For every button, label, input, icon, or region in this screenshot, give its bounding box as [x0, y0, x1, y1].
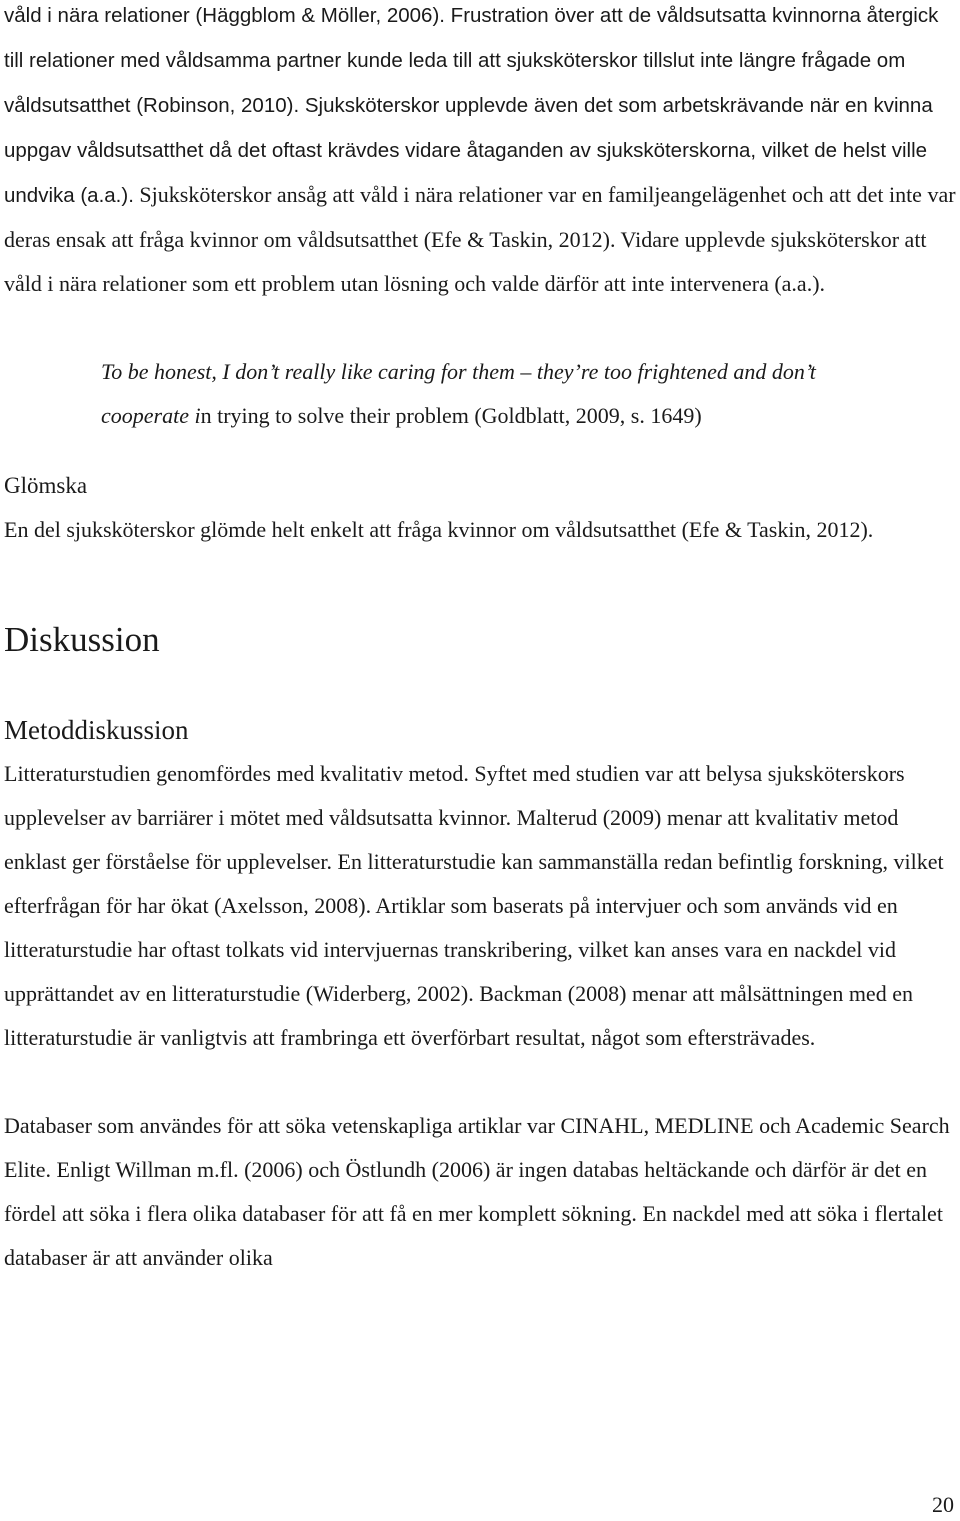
page-number: 20 — [932, 1492, 954, 1517]
block-quote-italic: To be honest, I don’t really like caring for them – they’re too frightened and don’t cooperate i — [101, 359, 816, 428]
paragraph-barriers-part2: Sjuksköterskor ansåg att våld i nära relationer var en familjeangelägenhet och att det inte var deras ensak att fråga kvinnor om våldsutsatthet (Efe & Taskin, 2012). Vidare upplevde sjuksköterskor att våld i nära relationer som ett problem utan lösning och valde därför att inte intervenera (a.a.). — [4, 182, 956, 296]
block-quote — [4, 350, 956, 438]
paragraph-barriers — [4, 0, 956, 306]
paragraph-metod-1: Litteraturstudien genomfördes med kvalitativ metod. Syftet med studien var att belysa sjuksköterskors upplevelser av barriärer i mötet med våldsutsatta kvinnor. Malterud (2009) menar att kvalitativ metod enklast ger förståelse för upplevelser. En litteraturstudie kan sammanställa redan befintlig forskning, vilket efterfrågan för har ökat (Axelsson, 2008). Artiklar som baserats på intervjuer och som används vid en litteraturstudie har oftast tolkats vid intervjuernas transkribering, vilket kan anses vara en nackdel vid upprättandet av en litteraturstudie (Widerberg, 2002). Backman (2008) menar att målsättningen med en litteraturstudie är vanligtvis att frambringa ett överförbart resultat, något som eftersträvades. — [4, 761, 944, 1050]
heading-metoddiskussion: Metoddiskussion — [4, 715, 189, 745]
paragraph-metod-2: Databaser som användes för att söka vetenskapliga artiklar var CINAHL, MEDLINE och Academic Search Elite. Enligt Willman m.fl. (2006) och Östlundh (2006) är ingen databas heltäckande och därför är det en fördel att söka i flera olika databaser för att få en mer komplett sökning. En nackdel med att söka i flertalet databaser är att använder olika — [4, 1113, 950, 1270]
block-quote-normal: n trying to solve their problem (Goldblatt, 2009, s. 1649) — [200, 403, 702, 428]
heading-diskussion: Diskussion — [4, 620, 160, 659]
document-page — [4, 0, 956, 1280]
paragraph-barriers-part1: våld i nära relationer (Häggblom & Möller, 2006). Frustration över att de våldsutsatta kvinnorna återgick till relationer med våldsamma partner kunde leda till att sjuksköterskor tillslut inte längre frågade om våldsutsatthet (Robinson, 2010). Sjuksköterskor upplevde även det som arbetskrävande när en kvinna uppgav våldsutsatthet då det oftast krävdes vidare åtaganden av sjuksköterskorna, vilket de helst ville undvika (a.a.). — [4, 4, 939, 207]
paragraph-glomska: En del sjuksköterskor glömde helt enkelt att fråga kvinnor om våldsutsatthet (Efe & Taskin, 2012). — [4, 517, 874, 542]
heading-glomska: Glömska — [4, 473, 88, 498]
